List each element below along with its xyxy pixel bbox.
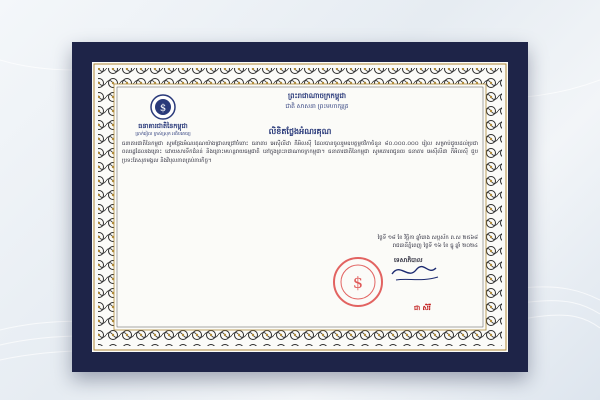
certificate-content — [122, 90, 478, 328]
kingdom-heading — [242, 92, 392, 111]
governor-label: ទេសាភិបាល — [394, 257, 423, 264]
certificate-title: លិខិតថ្លែងអំណរគុណ — [268, 127, 332, 136]
signature-stroke — [392, 267, 436, 274]
certificate-body: ធនាគារជាតិនៃកម្ពុជា សូមថ្លែងអំណរគុណយ៉ាងជ្រាលជ្រៅចំពោះ ធនាគារ អេស៊ីលីដា ភីអិលស៊ី ដែលបានចូលរួមឧបត្ថម្ភថវិកាចំនួន ៨០.០០០.០០០ រៀល សម្រាប់ជួយដល់ប្រជាពលរដ្ឋដែលរងគ្រោះ ដោយសារទឹកជំនន់ និងគ្រោះមហន្តរាយធម្មជាតិ នៅក្នុងព្រះរាជាណាចក្រកម្ពុជា។ ធនាគារជាតិនៃកម្ពុជា សូមគោរពជូនពរ ធនាគារ អេស៊ីលីដា ភីអិលស៊ី ជួបប្រទះតែសុភមង្គល និងវិបុលភាពគ្រប់ភារកិច្ច។ — [122, 141, 478, 164]
certificate-paper — [92, 62, 508, 352]
lunar-date: ថ្ងៃទី ១៨ ខែ វិច្ឆិកា ឆ្នាំរោង សប្តស័ក ព.ស ២៥៦៨ — [377, 235, 478, 241]
red-stamp-icon — [334, 258, 382, 306]
nbc-seal-icon — [150, 94, 176, 120]
kingdom-line-2: ជាតិ សាសនា ព្រះមហាក្សត្រ — [285, 103, 349, 110]
svg-text:$: $ — [352, 273, 364, 292]
kingdom-line-1: ព្រះរាជាណាចក្រកម្ពុជា — [287, 92, 346, 100]
bank-name: ធនាគារជាតិនៃកម្ពុជា — [138, 122, 188, 130]
bank-motto: ប្រាក់រៀល ម្ចាស់ស្រុក អធិបតេយ្យ — [135, 132, 191, 137]
certificate-date — [308, 234, 478, 251]
svg-text:$: $ — [159, 103, 167, 114]
official-stamp-and-signature — [308, 250, 478, 320]
signer-name: ជា សិរី — [414, 304, 431, 312]
certificate-frame — [72, 42, 528, 372]
solar-date: រាជធានីភ្នំពេញ ថ្ងៃទី ១៦ ខែ ធ្នូ ឆ្នាំ ២០២៤ — [392, 243, 478, 250]
